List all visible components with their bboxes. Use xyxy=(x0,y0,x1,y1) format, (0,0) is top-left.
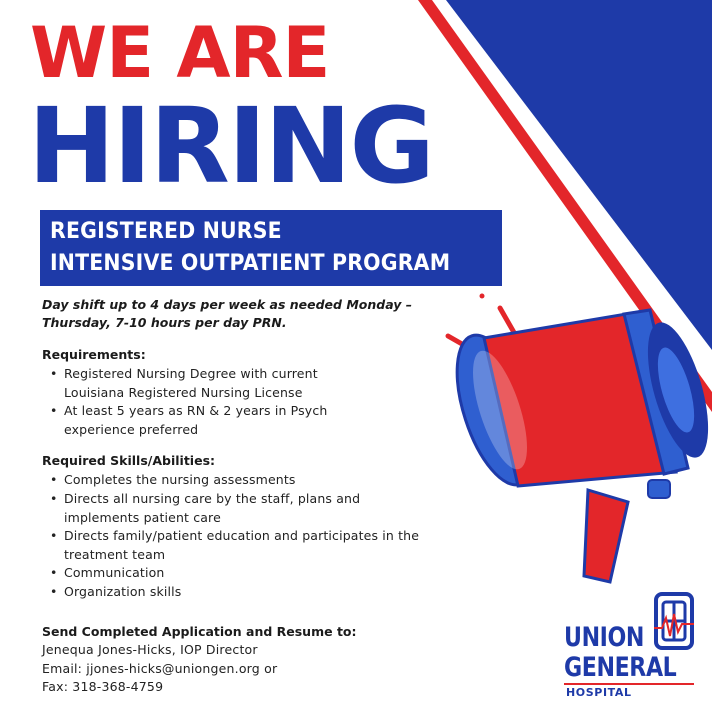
logo-hospital-text: HOSPITAL xyxy=(566,686,632,699)
contact-heading: Send Completed Application and Resume to: xyxy=(42,624,357,639)
requirements-heading: Requirements: xyxy=(42,347,146,362)
list-item: • Directs family/patient education and participates in the treatment team xyxy=(50,527,468,564)
union-general-logo xyxy=(560,578,700,708)
job-details xyxy=(42,296,482,615)
megaphone-trigger xyxy=(648,480,670,498)
requirements-list xyxy=(50,365,482,439)
position-title: REGISTERED NURSE xyxy=(50,219,282,244)
list-item: • Registered Nursing Degree with current Louisiana Registered Nursing License xyxy=(50,365,350,402)
logo-general-text: GENERAL xyxy=(564,652,677,683)
contact-fax: Fax: 318-368-4759 xyxy=(42,679,164,695)
list-item: • At least 5 years as RN & 2 years in Psych experience preferred xyxy=(50,402,350,439)
list-item: • Completes the nursing assessments xyxy=(50,471,482,490)
skills-heading: Required Skills/Abilities: xyxy=(42,453,216,469)
megaphone-handle xyxy=(584,490,628,582)
contact-email: Email: jjones-hicks@uniongen.org or xyxy=(42,660,278,676)
program-name: INTENSIVE OUTPATIENT PROGRAM xyxy=(50,251,451,276)
list-item: • Directs all nursing care by the staff, plans and implements patient care xyxy=(50,490,402,527)
logo-divider xyxy=(564,683,694,685)
skills-list xyxy=(50,471,482,601)
list-item: • Communication xyxy=(50,564,482,583)
contact-name: Jenequa Jones-Hicks, IOP Director xyxy=(42,642,258,657)
logo-union-text: UNION xyxy=(564,622,645,653)
headline-hiring: HIRING xyxy=(28,85,433,207)
schedule-text xyxy=(42,296,482,332)
schedule-line-2: Thursday, 7-10 hours per day PRN. xyxy=(42,315,287,330)
position-title-box xyxy=(40,210,502,286)
list-item: • Organization skills xyxy=(50,583,482,602)
headline-we-are: WE ARE xyxy=(30,12,330,94)
schedule-line-1: Day shift up to 4 days per week as needed Monday – xyxy=(42,297,413,312)
contact-section xyxy=(42,622,357,697)
hospital-emblem-icon xyxy=(654,588,694,654)
